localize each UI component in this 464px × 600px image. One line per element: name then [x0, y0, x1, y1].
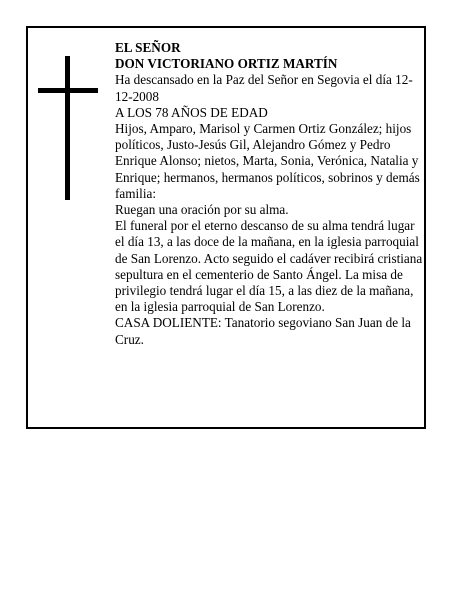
mourning-house: CASA DOLIENTE: Tanatorio segoviano San Juan de la Cruz. — [115, 315, 411, 347]
deceased-name: DON VICTORIANO ORTIZ MARTÍN — [115, 56, 338, 72]
age-at-death: A LOS 78 AÑOS DE EDAD — [115, 104, 268, 120]
death-statement: Ha descansado en la Paz del Señor en Segovia el día 12-12-2008 — [115, 72, 413, 104]
cross-icon — [38, 56, 100, 200]
prayer-request: Ruegan una oración por su alma. — [115, 202, 289, 218]
cross-horizontal-bar — [38, 88, 98, 93]
obituary-notice — [26, 26, 426, 429]
cross-vertical-bar — [65, 56, 70, 200]
family-list: Hijos, Amparo, Marisol y Carmen Ortiz González; hijos políticos, Justo-Jesús Gil, Alejandro Gómez y Pedro Enrique Alonso; nietos, Marta, Sonia, Verónica, Natalia y Enrique; hermanos, hermanos políticos, sobrinos y demás familia: — [115, 121, 420, 201]
funeral-details: El funeral por el eterno descanso de su alma tendrá lugar el día 13, a las doce de la mañana, en la iglesia parroquial de San Lorenzo. Acto seguido el cadáver recibirá cristiana sepultura en el cementerio de Santo Ángel. La misa de privilegio tendrá lugar el día 15, a las diez de la mañana, en la iglesia parroquial de San Lorenzo. — [115, 218, 423, 315]
obituary-text — [115, 40, 423, 348]
title-line-1: EL SEÑOR — [115, 40, 181, 55]
